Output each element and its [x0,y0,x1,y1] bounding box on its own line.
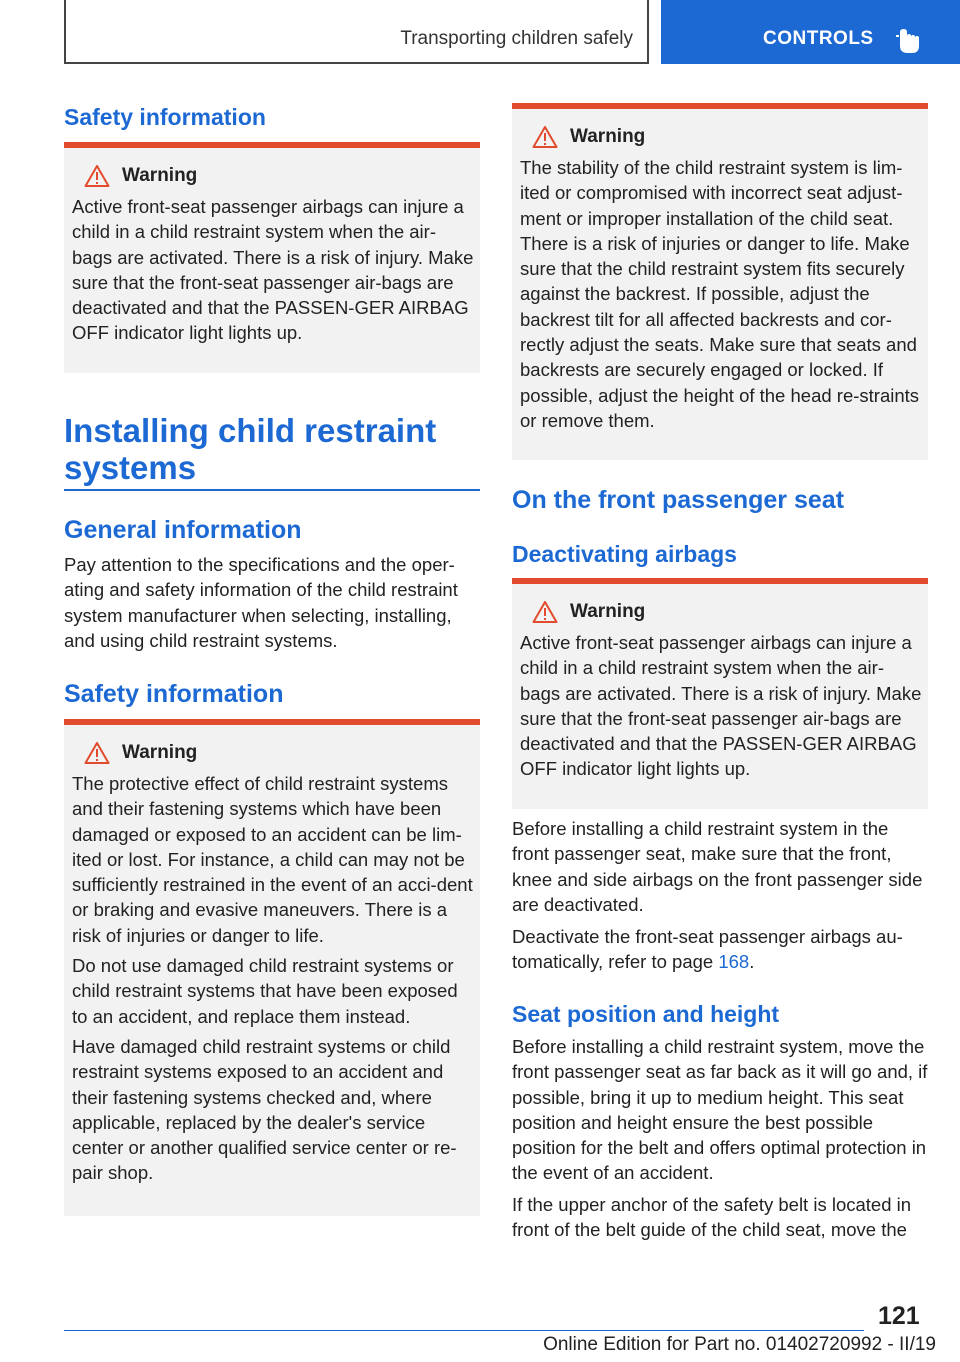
footer-edition: Online Edition for Part no. 01402720992 - II/19 [543,1334,936,1355]
header-chapter-label: CONTROLS [763,28,874,49]
warning-box-airbags-2 [512,578,928,809]
deactivating-airbags-heading: Deactivating airbags [512,541,737,567]
warning-triangle-icon [84,164,110,188]
warning-triangle-icon [532,125,558,149]
header-chapter-tab[interactable] [661,0,960,64]
page-reference-link[interactable]: 168 [718,951,750,973]
warning-title: Warning [570,126,646,147]
warning-text-2: Do not use damaged child restraint systems or child restraint systems that have been exposed to an accident, and replace them instead. [72,955,458,1027]
warning-box-airbags [64,142,480,373]
page-number: 121 [878,1302,920,1330]
warning-title: Warning [122,742,198,763]
general-info-heading: General information [64,516,302,544]
warning-text: Active front-seat passenger airbags can injure a child in a child restraint system when the air-bags are activated. There is a risk of injury. Make sure that the front-seat passenger air-bags are deactivated and that the PASSEN-GER AIRBAG OFF indicator light lights up. [72,196,474,344]
safety-info-heading-2: Safety information [64,680,284,708]
front-seat-heading: On the front passenger seat [512,486,845,514]
general-info-text: Pay attention to the specifications and the oper-ating and safety information of the child restraint system manufacturer when selecting, installing, and using child restraint systems. [64,554,458,651]
seat-position-text: Before installing a child restraint system, move the front passenger seat as far back as it will go and, if possible, bring it up to medium height. This seat position and height ensure the best possible position for the belt and offers optimal protection in the event of an accident. [512,1036,928,1184]
installing-heading: Installing child restraint systems [64,412,437,486]
warning-title: Warning [122,165,198,186]
header-section-title: Transporting children safely [400,28,633,49]
seat-position-heading: Seat position and height [512,1001,780,1027]
before-installing-text: Before installing a child restraint system in the front passenger seat, make sure that the front, knee and side airbags on the front passenger side are deactivated. [512,818,923,915]
warning-triangle-icon [532,600,558,624]
heading-rule [64,489,480,491]
warning-text: The stability of the child restraint system is lim-ited or compromised with incorrect seat adjust-ment or improper installation of the child seat. There is a risk of injuries or danger to life. Make sure that the child restraint system fits securely against the backrest. If possible, adjust the backrest tilt for all affected backrests and cor-rectly adjust the seats. Make sure that seats and backrests are securely engaged or locked. If possible, adjust the height of the head re-straints or remove them. [520,157,920,431]
upper-anchor-text: If the upper anchor of the safety belt is located in front of the belt guide of the child seat, move the [512,1194,912,1241]
deactivate-text: Deactivate the front-seat passenger airbags au-tomatically, refer to page 168. [512,926,903,973]
warning-box-damaged [64,719,480,1216]
warning-text: Active front-seat passenger airbags can injure a child in a child restraint system when the air-bags are activated. There is a risk of injury. Make sure that the front-seat passenger air-bags are deactivated and that the PASSEN-GER AIRBAG OFF indicator light lights up. [520,632,922,780]
warning-text-3: Have damaged child restraint systems or child restraint systems exposed to an accident and their fastening systems checked and, where applicable, replaced by the dealer's service center or another qualified service center or re-pair shop. [72,1035,457,1184]
footer-rule [64,1330,864,1331]
warning-triangle-icon [84,741,110,765]
header-section-box [64,0,649,64]
warning-text-1: The protective effect of child restraint systems and their fastening systems which have been damaged or exposed to an accident can be lim-ited or lost. For instance, a child can may not be sufficiently restrained in the event of an acci-dent or braking and evasive maneuvers. There is a risk of injuries or danger to life. [72,773,473,946]
safety-info-heading: Safety information [64,104,266,130]
warning-title: Warning [570,601,646,622]
hand-pointer-icon [895,26,921,54]
warning-box-stability [512,103,928,460]
